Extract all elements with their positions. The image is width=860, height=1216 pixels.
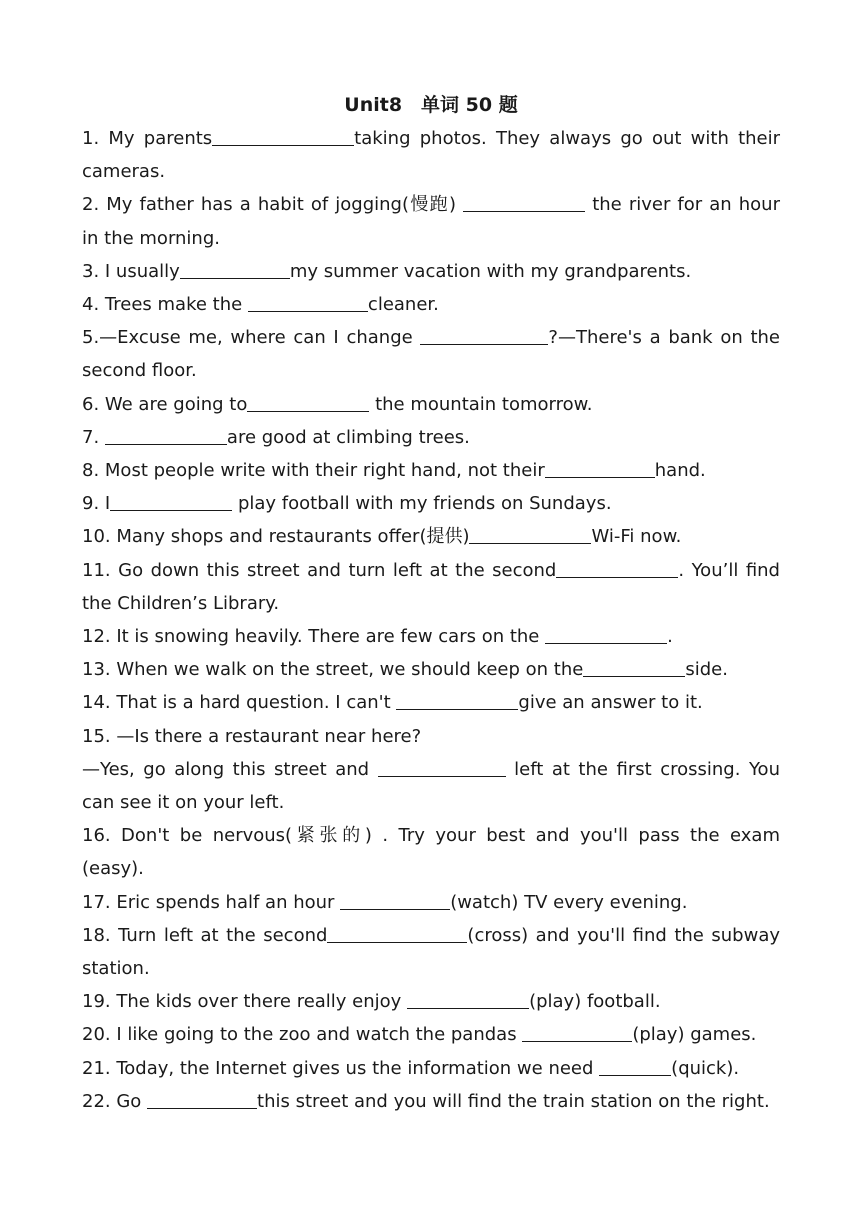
question-text: the mountain tomorrow.	[375, 393, 593, 415]
answer-blank[interactable]	[147, 1090, 257, 1109]
answer-blank[interactable]	[583, 658, 685, 677]
question-9	[82, 487, 780, 520]
answer-blank[interactable]	[420, 326, 548, 345]
answer-blank[interactable]	[396, 691, 518, 710]
question-text: can see it on your left.	[82, 792, 285, 814]
question-text: in the morning.	[82, 227, 220, 249]
question-text: 13. When we walk on the street, we should keep on the	[82, 659, 584, 681]
question-16	[82, 819, 780, 885]
question-20	[82, 1018, 780, 1051]
question-14	[82, 686, 780, 719]
question-text: 2. My father has a habit of jogging(慢跑)	[82, 194, 457, 216]
question-text: 18. Turn left at the second	[82, 924, 328, 946]
question-text: are good at climbing trees.	[226, 426, 470, 448]
question-text: . You’ll find	[678, 559, 780, 581]
question-text: 10. Many shops and restaurants offer(提供)	[82, 526, 470, 548]
question-text: 4. Trees make the	[82, 294, 243, 316]
question-22	[82, 1085, 780, 1118]
question-text: 11. Go down this street and turn left at the second	[82, 559, 557, 581]
question-text: 9. I	[82, 493, 111, 515]
question-text: 21. Today, the Internet gives us the information we need	[82, 1057, 594, 1079]
question-text: 6. We are going to	[82, 393, 248, 415]
question-text: 16. Don't be nervous(紧张的) . Try your best and you'll pass the exam	[82, 825, 780, 847]
question-text: .	[667, 626, 673, 648]
question-text: Wi-Fi now.	[591, 526, 682, 548]
question-text: play football with my friends on Sundays.	[237, 493, 612, 515]
question-text: this street and you will find the train station on the right.	[257, 1090, 770, 1112]
answer-blank[interactable]	[463, 193, 585, 212]
question-text: 17. Eric spends half an hour	[82, 891, 335, 913]
question-17	[82, 886, 780, 919]
question-text: (easy).	[82, 858, 144, 880]
question-6	[82, 388, 780, 421]
question-text: 14. That is a hard question. I can't	[82, 692, 391, 714]
question-text: taking photos. They always go out with their	[354, 128, 781, 149]
question-text: (play) games.	[632, 1024, 757, 1046]
answer-blank[interactable]	[248, 293, 368, 312]
question-text: 3. I usually	[82, 260, 180, 282]
question-text: —Yes, go along this street and	[82, 758, 370, 780]
worksheet-title: Unit8 单词 50 题	[344, 94, 518, 116]
question-4	[82, 288, 780, 321]
question-text: ?—There's a bank on the	[548, 327, 780, 349]
question-text: 22. Go	[82, 1090, 142, 1112]
question-text: hand.	[654, 460, 706, 482]
answer-blank[interactable]	[407, 990, 529, 1009]
answer-blank[interactable]	[556, 559, 678, 578]
question-text: 12. It is snowing heavily. There are few cars on the	[82, 626, 540, 648]
question-text: the river for an hour	[592, 194, 780, 216]
question-text: cameras.	[82, 161, 166, 183]
question-3	[82, 255, 780, 288]
question-10	[82, 520, 780, 553]
question-text: (cross) and you'll find the subway	[467, 924, 781, 946]
question-text: (watch) TV every evening.	[450, 891, 688, 913]
question-text: cleaner.	[367, 294, 439, 316]
question-text: 20. I like going to the zoo and watch the pandas	[82, 1024, 517, 1046]
question-11	[82, 554, 780, 620]
question-15	[82, 720, 780, 820]
question-text: 19. The kids over there really enjoy	[82, 991, 402, 1013]
answer-blank[interactable]	[247, 393, 369, 412]
question-1	[82, 122, 780, 188]
answer-blank[interactable]	[110, 492, 232, 511]
question-text: station.	[82, 958, 150, 980]
question-text: second floor.	[82, 360, 197, 382]
question-18	[82, 919, 780, 985]
answer-blank[interactable]	[340, 891, 450, 910]
answer-blank[interactable]	[545, 459, 655, 478]
answer-blank[interactable]	[545, 625, 667, 644]
answer-blank[interactable]	[212, 127, 354, 146]
question-text: give an answer to it.	[518, 692, 703, 714]
question-text: 1. My parents	[82, 128, 213, 149]
question-5	[82, 321, 780, 387]
question-text: (quick).	[671, 1057, 740, 1079]
worksheet-page	[82, 88, 780, 1118]
question-12	[82, 620, 780, 653]
question-text: side.	[685, 659, 728, 681]
question-21	[82, 1052, 780, 1085]
answer-blank[interactable]	[469, 525, 591, 544]
answer-blank[interactable]	[327, 924, 467, 943]
question-text: my summer vacation with my grandparents.	[289, 260, 692, 282]
question-8	[82, 454, 780, 487]
question-text: 5.—Excuse me, where can I change	[82, 327, 413, 349]
question-13	[82, 653, 780, 686]
question-text: (play) football.	[529, 991, 661, 1013]
question-text: 8. Most people write with their right hand, not their	[82, 460, 545, 482]
question-text: 15. —Is there a restaurant near here?	[82, 725, 422, 747]
question-text: 7.	[82, 426, 100, 448]
question-text: left at the first crossing. You	[514, 758, 780, 780]
question-2	[82, 188, 780, 254]
answer-blank[interactable]	[378, 758, 506, 777]
answer-blank[interactable]	[599, 1057, 671, 1076]
answer-blank[interactable]	[180, 260, 290, 279]
question-text: the Children’s Library.	[82, 592, 280, 614]
answer-blank[interactable]	[105, 426, 227, 445]
answer-blank[interactable]	[522, 1023, 632, 1042]
question-7	[82, 421, 780, 454]
question-19	[82, 985, 780, 1018]
